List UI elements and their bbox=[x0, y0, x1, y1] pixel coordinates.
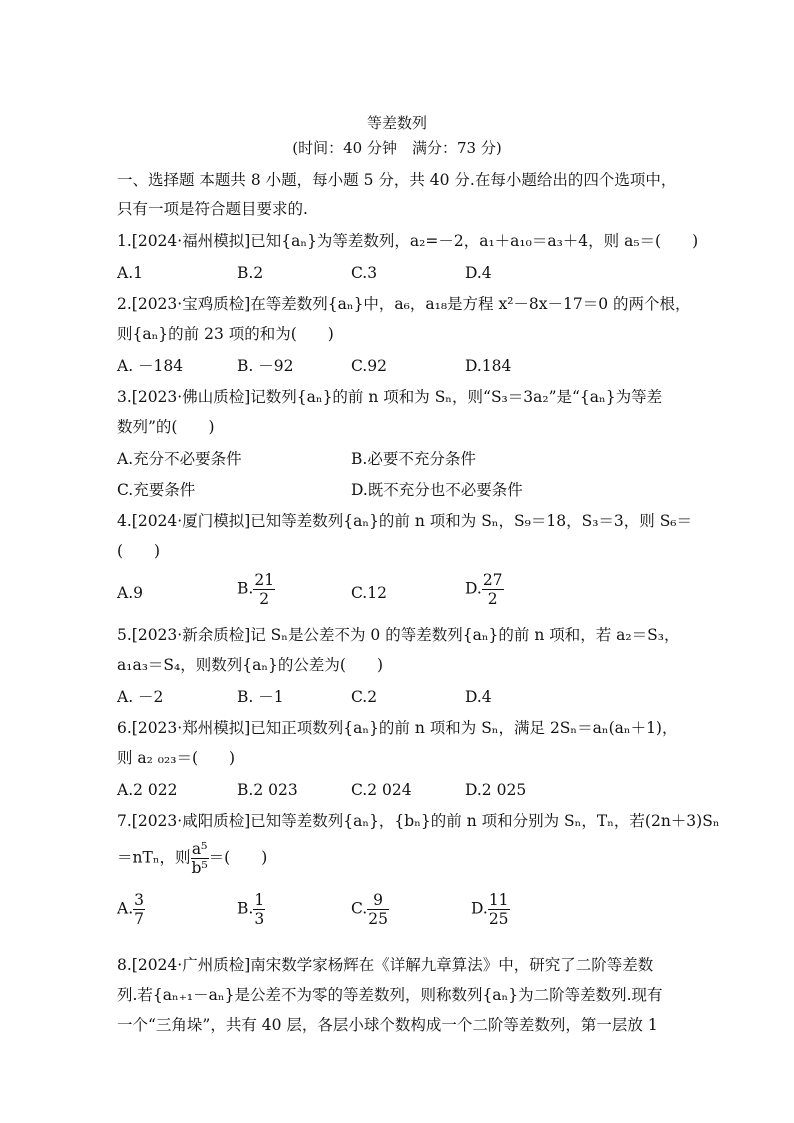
q1-option-b: B.2 bbox=[237, 264, 264, 282]
q5-stem-line-1: 5.[2023·新余质检]记 Sₙ是公差不为 0 的等差数列{aₙ}的前 n 项和，若 a₂＝S₃， bbox=[117, 626, 680, 644]
q6-option-d: D.2 025 bbox=[465, 781, 527, 799]
fraction-denominator: 2 bbox=[487, 590, 498, 608]
q7-option-a-label: A. bbox=[117, 899, 134, 918]
q7-stem-line-2 bbox=[117, 840, 267, 877]
q3-stem-line-2: 数列”的( ) bbox=[117, 418, 215, 436]
q7-option-b bbox=[237, 891, 265, 928]
doc-subtitle: (时间：40 分钟 满分：73 分) bbox=[292, 139, 502, 157]
fraction-numerator: 21 bbox=[254, 571, 275, 589]
q5-stem-line-2: a₁a₃＝S₄，则数列{aₙ}的公差为( ) bbox=[117, 656, 384, 674]
q2-stem-line-1: 2.[2023·宝鸡质检]在等差数列{aₙ}中，a₆，a₁₈是方程 x²－8x－17＝0 的两个根， bbox=[117, 295, 691, 313]
doc-title: 等差数列 bbox=[366, 114, 427, 132]
q3-option-c: C.充要条件 bbox=[117, 481, 196, 499]
q4-option-b-fraction bbox=[253, 571, 275, 608]
q5-option-d: D.4 bbox=[465, 688, 492, 706]
q7-stem-line-1: 7.[2023·咸阳质检]已知等差数列{aₙ}，{bₙ}的前 n 项和分别为 Sₙ，Tₙ，若(2n＋3)Sₙ bbox=[117, 812, 720, 830]
q7-option-d bbox=[471, 891, 510, 928]
q7-option-d-label: D. bbox=[471, 899, 488, 918]
q6-option-c: C.2 024 bbox=[351, 781, 412, 799]
q7-option-c-label: C. bbox=[351, 899, 368, 918]
fraction-numerator: a⁵ bbox=[191, 840, 208, 858]
q6-option-b: B.2 023 bbox=[237, 781, 298, 799]
q2-option-a: A. －184 bbox=[117, 357, 184, 375]
fraction-denominator: 2 bbox=[259, 590, 270, 608]
q4-option-a: A.9 bbox=[117, 584, 143, 602]
q8-stem-line-1: 8.[2024·广州质检]南宋数学家杨辉在《详解九章算法》中，研究了二阶等差数 bbox=[117, 956, 654, 974]
fraction-numerator: 3 bbox=[134, 891, 144, 909]
q8-stem-line-3: 一个“三角垛”，共有 40 层，各层小球个数构成一个二阶等差数列，第一层放 1 bbox=[117, 1016, 658, 1034]
q3-option-d: D.既不充分也不必要条件 bbox=[351, 481, 523, 499]
q4-option-d-fraction bbox=[482, 571, 504, 608]
q2-stem-line-2: 则{aₙ}的前 23 项的和为( ) bbox=[117, 325, 334, 343]
fraction-numerator: 27 bbox=[482, 571, 503, 589]
q7-option-d-fraction bbox=[488, 891, 510, 928]
q3-stem-line-1: 3.[2023·佛山质检]记数列{aₙ}的前 n 项和为 Sₙ，则“S₃＝3a₂”是“{aₙ}为等差 bbox=[117, 388, 663, 406]
fraction-denominator: b⁵ bbox=[191, 859, 208, 877]
q1-option-c: C.3 bbox=[351, 264, 378, 282]
q5-option-a: A. －2 bbox=[117, 688, 164, 706]
q4-option-c: C.12 bbox=[351, 584, 387, 602]
q7-ratio-fraction bbox=[191, 840, 209, 877]
q7-option-c-fraction bbox=[367, 891, 389, 928]
q2-option-d: D.184 bbox=[465, 357, 512, 375]
q6-option-a: A.2 022 bbox=[117, 781, 178, 799]
q7-option-a-fraction bbox=[133, 891, 145, 928]
fraction-numerator: 11 bbox=[488, 891, 509, 909]
section-intro-line-2: 只有一项是符合题目要求的. bbox=[117, 200, 308, 218]
q4-option-d-label: D. bbox=[465, 579, 482, 598]
q6-stem-line-2: 则 a₂ ₀₂₃＝( ) bbox=[117, 749, 236, 767]
q6-stem-line-1: 6.[2023·郑州模拟]已知正项数列{aₙ}的前 n 项和为 Sₙ，满足 2Sₙ＝aₙ(aₙ＋1)， bbox=[117, 719, 678, 737]
q8-stem-line-2: 列.若{aₙ₊₁－aₙ}是公差不为零的等差数列，则称数列{aₙ}为二阶等差数列.现有 bbox=[117, 986, 663, 1004]
section-intro-line-1: 一、选择题 本题共 8 小题，每小题 5 分，共 40 分.在每小题给出的四个选项中， bbox=[117, 171, 677, 189]
q4-option-b bbox=[237, 571, 275, 608]
fraction-denominator: 25 bbox=[368, 910, 388, 928]
q7-option-b-label: B. bbox=[237, 899, 254, 918]
q7-option-c bbox=[351, 891, 389, 928]
q4-stem-line-1: 4.[2024·厦门模拟]已知等差数列{aₙ}的前 n 项和为 Sₙ，S₉＝18，S₃＝3，则 S₆＝ bbox=[117, 512, 693, 530]
fraction-denominator: 3 bbox=[254, 910, 265, 928]
fraction-denominator: 25 bbox=[488, 910, 509, 928]
q7-stem-suffix: ＝( ) bbox=[208, 848, 268, 867]
q5-option-c: C.2 bbox=[351, 688, 378, 706]
q1-option-d: D.4 bbox=[465, 264, 492, 282]
fraction-numerator: 1 bbox=[254, 891, 265, 909]
q4-stem-line-2: ( ) bbox=[117, 542, 161, 560]
q4-option-d bbox=[465, 571, 504, 608]
q7-option-b-fraction bbox=[253, 891, 265, 928]
q5-option-b: B. －1 bbox=[237, 688, 284, 706]
q7-option-a bbox=[117, 891, 145, 928]
q1-option-a: A.1 bbox=[117, 264, 143, 282]
fraction-numerator: 9 bbox=[367, 891, 389, 910]
q1-stem: 1.[2024·福州模拟]已知{aₙ}为等差数列，a₂=－2，a₁＋a₁₀＝a₃＋4，则 a₅＝( ) bbox=[117, 232, 699, 250]
fraction-denominator: 7 bbox=[134, 910, 144, 928]
q2-option-c: C.92 bbox=[351, 357, 387, 375]
q3-option-b: B.必要不充分条件 bbox=[351, 450, 476, 468]
q4-option-b-label: B. bbox=[237, 579, 254, 598]
q3-option-a: A.充分不必要条件 bbox=[117, 450, 242, 468]
q7-stem-prefix: ＝nTₙ，则 bbox=[117, 848, 191, 867]
q2-option-b: B. －92 bbox=[237, 357, 294, 375]
